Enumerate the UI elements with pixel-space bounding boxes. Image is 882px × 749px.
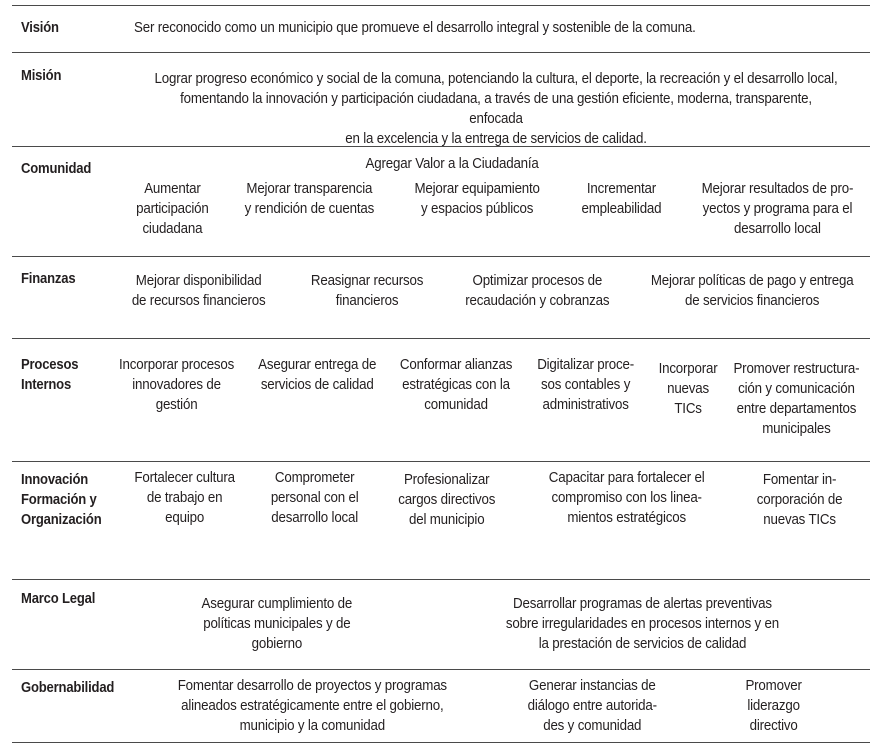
innovacion-item: Comprometer personal con el desarrollo local — [270, 470, 359, 526]
row-vision — [12, 5, 870, 53]
row-label-comunidad: Comunidad — [21, 161, 92, 177]
procesos-item: Promover restructura- ción y comunicación entre departamentos municipales — [733, 361, 859, 437]
innovacion-item: Capacitar para fortalecer el compromiso con los linea- mientos estratégicos — [549, 470, 705, 526]
procesos-item: Digitalizar proce- sos contables y administrativos — [537, 357, 635, 413]
marco-legal-item: Asegurar cumplimiento de políticas municipales y de gobierno — [201, 596, 353, 652]
vision-text: Ser reconocido como un municipio que promueve el desarrollo integral y sostenible de la comuna. — [134, 20, 696, 36]
comunidad-item: Mejorar resultados de pro- yectos y programa para el desarrollo local — [701, 181, 853, 237]
finanzas-item: Mejorar disponibilidad de recursos financieros — [132, 273, 266, 309]
row-label-procesos: Procesos Internos — [21, 357, 79, 393]
gobernabilidad-item: Fomentar desarrollo de proyectos y programas alineados estratégicamente entre el gobierno, municipio y la comunidad — [177, 678, 447, 734]
mission-text: Lograr progreso económico y social de la comuna, potenciando la cultura, el deporte, la recreación y el desarrollo local, fomentando la innovación y participación ciudadana, a través de una gestión eficiente, moderna, transparente, enfocada en la excelencia y la entrega de servicios de calidad. — [154, 71, 838, 147]
finanzas-item: Optimizar procesos de recaudación y cobranzas — [464, 273, 610, 309]
row-finanzas — [12, 256, 870, 339]
comunidad-header: Agregar Valor a la Ciudadanía — [365, 156, 539, 172]
innovacion-item: Profesionalizar cargos directivos del municipio — [398, 472, 496, 528]
row-label-gobernabilidad: Gobernabilidad — [21, 680, 115, 696]
row-procesos — [12, 338, 870, 462]
row-comunidad — [12, 146, 870, 257]
innovacion-item: Fomentar in- corporación de nuevas TICs — [756, 472, 843, 528]
gobernabilidad-item: Promover liderazgo directivo — [745, 678, 803, 734]
comunidad-item: Incrementar empleabilidad — [581, 181, 661, 217]
row-label-marco-legal: Marco Legal — [21, 591, 96, 607]
row-marco-legal — [12, 579, 870, 670]
procesos-item: Incorporar procesos innovadores de gestión — [119, 357, 235, 413]
row-gobernabilidad — [12, 669, 870, 743]
finanzas-item: Mejorar políticas de pago y entrega de servicios financieros — [650, 273, 854, 309]
row-label-innovacion: Innovación Formación y Organización — [21, 472, 102, 528]
procesos-item: Incorporar nuevas TICs — [658, 361, 718, 417]
innovacion-item: Fortalecer cultura de trabajo en equipo — [134, 470, 235, 526]
comunidad-item: Aumentar participación ciudadana — [135, 181, 209, 237]
procesos-item: Asegurar entrega de servicios de calidad — [258, 357, 377, 393]
row-mission — [12, 52, 870, 147]
gobernabilidad-item: Generar instancias de diálogo entre autorida- des y comunidad — [527, 678, 657, 734]
finanzas-item: Reasignar recursos financieros — [310, 273, 424, 309]
marco-legal-item: Desarrollar programas de alertas preventivas sobre irregularidades en procesos internos y en la prestación de servicios de calidad — [505, 596, 779, 652]
comunidad-item: Mejorar transparencia y rendición de cuentas — [244, 181, 374, 217]
row-innovacion — [12, 461, 870, 580]
row-label-mission: Misión — [21, 68, 62, 84]
row-label-vision: Visión — [21, 20, 59, 36]
row-label-finanzas: Finanzas — [21, 271, 76, 287]
procesos-item: Conformar alianzas estratégicas con la comunidad — [399, 357, 513, 413]
comunidad-item: Mejorar equipamiento y espacios públicos — [414, 181, 540, 217]
